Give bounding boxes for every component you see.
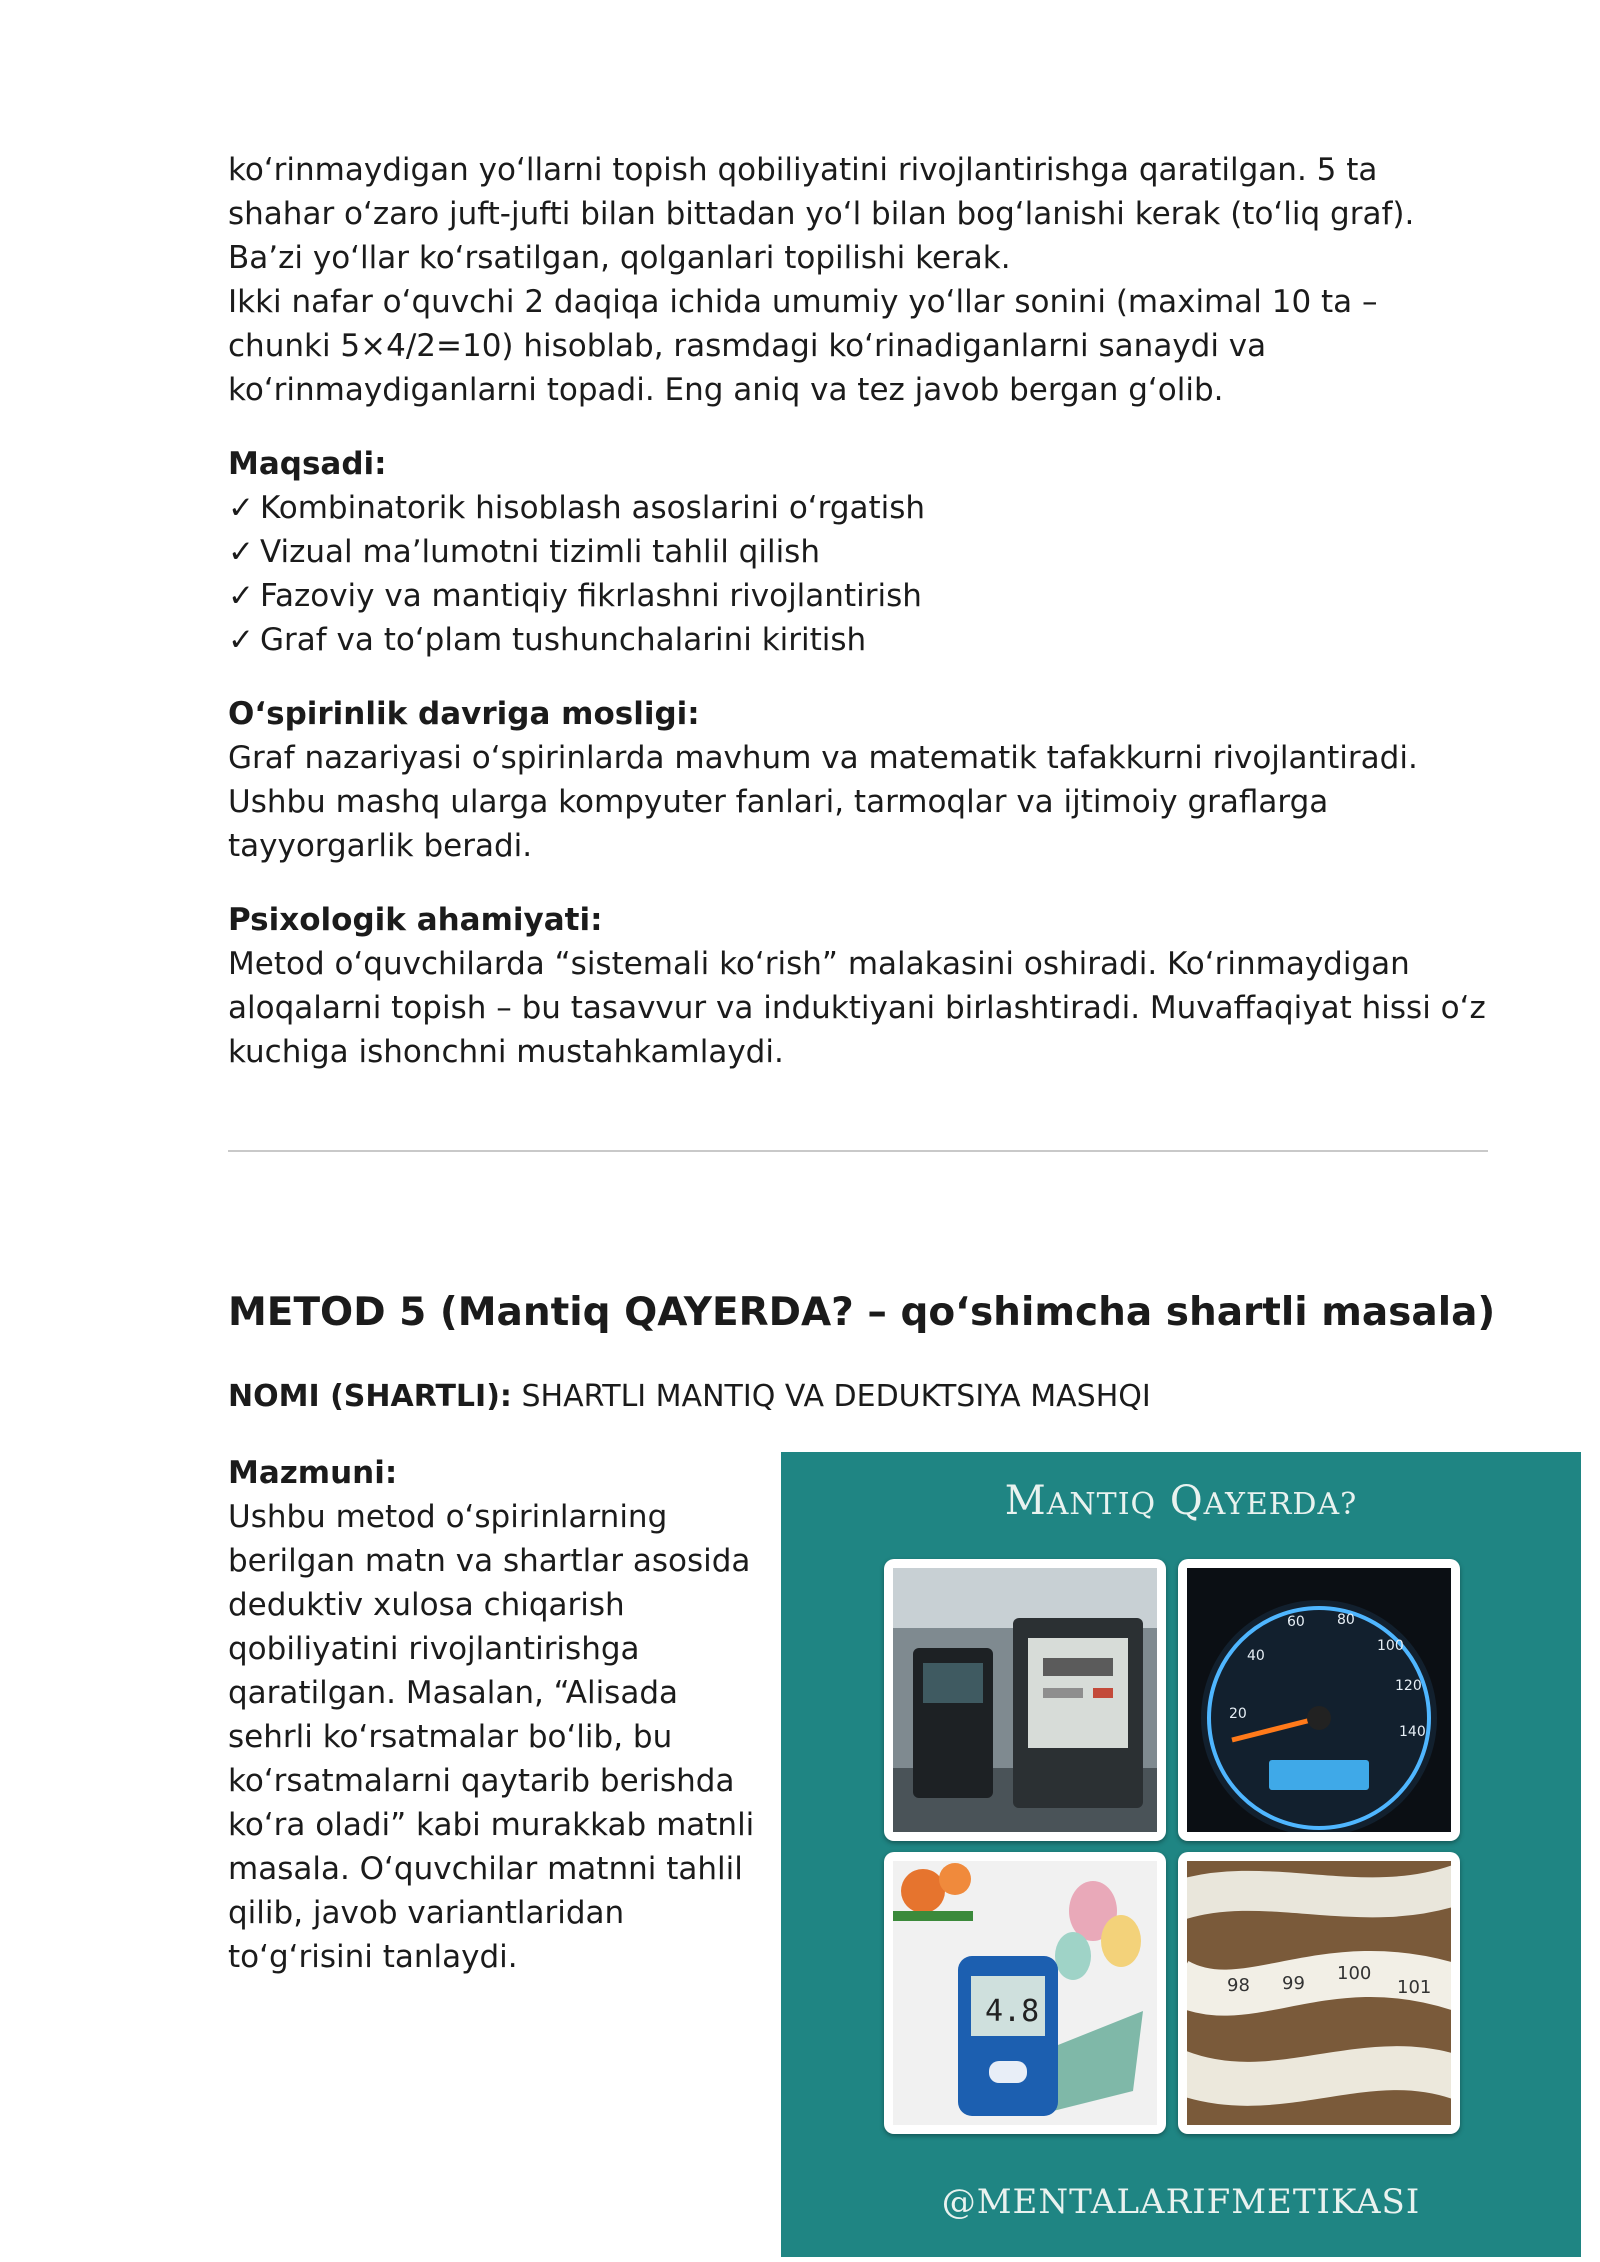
tape-number: 98: [1227, 1975, 1250, 1996]
speedometer-icon: [1187, 1568, 1451, 1832]
intro-paragraph-1: ko‘rinmaydigan yo‘llarni topish qobiliyatini rivojlantirishga qaratilgan. 5 ta shahar o‘zaro juft-jufti bilan bittadan yo‘l bilan bog‘lanishi kerak (to‘liq graf). Ba’zi yo‘llar ko‘rsatilgan, qolganlari topilishi kerak.: [228, 152, 1415, 276]
speed-tick-label: 40: [1247, 1648, 1265, 1664]
nomi-line: [228, 1375, 1151, 1419]
list-item-text: Vizual ma’lumotni tizimli tahlil qilish: [259, 534, 820, 570]
measuring-tape-icon: [1187, 1861, 1451, 2125]
list-item: [228, 486, 1488, 530]
poster-title-word: ANTIQ: [1046, 1487, 1157, 1522]
tape-number: 100: [1337, 1963, 1372, 1984]
electric-meters-photo: [884, 1559, 1166, 1841]
check-icon: ✓: [228, 622, 254, 658]
tape-number: 99: [1282, 1973, 1305, 1994]
poster-title: [781, 1478, 1581, 1524]
glucometer-photo: [884, 1852, 1166, 2134]
metod5-title: METOD 5 (Mantiq QAYERDA? – qo‘shimcha shartli masala): [228, 1290, 1496, 1335]
electric-meters-icon: [893, 1568, 1157, 1832]
intro-paragraph-2: Ikki nafar o‘quvchi 2 daqiqa ichida umumiy yo‘llar sonini (maximal 10 ta – chunki 5×4/2=10) hisoblab, rasmdagi ko‘rinadiganlarni sanaydi va ko‘rinmaydiganlarni topadi. Eng aniq va tez javob bergan g‘olib.: [228, 284, 1378, 408]
poster-title-word: AYERDA?: [1203, 1487, 1358, 1522]
glucometer-icon: [893, 1861, 1157, 2125]
section-divider: [228, 1150, 1488, 1152]
poster-footer: @MENTALARIFMETIKASI: [941, 2182, 1421, 2222]
list-item: [228, 618, 1488, 662]
list-item-text: Fazoviy va mantiqiy fikrlashni rivojlantirish: [259, 578, 922, 614]
poster-title-initial: M: [1004, 1478, 1047, 1524]
mantiq-qayerda-poster: [781, 1452, 1581, 2257]
measuring-tape-photo: [1178, 1852, 1460, 2134]
page-body: [228, 148, 1488, 1074]
speedometer-photo: [1178, 1559, 1460, 1841]
mazmuni-text: Ushbu metod o‘spirinlarning berilgan matn va shartlar asosida deduktiv xulosa chiqarish qobiliyatini rivojlantirishga qaratilgan. Masalan, “Alisada sehrli ko‘rsatmalar bo‘lib, bu ko‘rsatmalarni qaytarib berishda ko‘ra oladi” kabi murakkab matnli masala. O‘quvchilar matnni tahlil qilib, javob variantlaridan to‘g‘risini tanlaydi.: [228, 1499, 755, 1975]
nomi-label: NOMI (SHARTLI):: [228, 1379, 512, 1414]
psixologik-heading: Psixologik ahamiyati:: [228, 902, 603, 938]
tape-number: 101: [1397, 1977, 1432, 1998]
mazmuni-block: [228, 1451, 768, 1979]
speed-tick-label: 140: [1399, 1724, 1426, 1740]
list-item-text: Kombinatorik hisoblash asoslarini o‘rgatish: [259, 490, 926, 526]
check-icon: ✓: [228, 534, 254, 570]
psixologik-section: [228, 898, 1488, 1074]
list-item: [228, 530, 1488, 574]
speed-tick-label: 20: [1229, 1706, 1247, 1722]
ospirinlik-text: Graf nazariyasi o‘spirinlarda mavhum va matematik tafakkurni rivojlantiradi. Ushbu mashq ularga kompyuter fanlari, tarmoqlar va ijtimoiy graflarga tayyorgarlik beradi.: [228, 740, 1418, 864]
check-icon: ✓: [228, 490, 254, 526]
psixologik-text: Metod o‘quvchilarda “sistemali ko‘rish” malakasini oshiradi. Ko‘rinmaydigan aloqalarni topish – bu tasavvur va induktiyani birlashtiradi. Muvaffaqiyat hissi o‘z kuchiga ishonchni mustahkamlaydi.: [228, 946, 1486, 1070]
maqsadi-heading: Maqsadi:: [228, 446, 387, 482]
list-item: [228, 574, 1488, 618]
ospirinlik-section: [228, 692, 1488, 868]
speed-tick-label: 100: [1377, 1638, 1404, 1654]
check-icon: ✓: [228, 578, 254, 614]
ospirinlik-heading: O‘spirinlik davriga mosligi:: [228, 696, 700, 732]
poster-title-initial: Q: [1169, 1478, 1204, 1524]
maqsadi-section: [228, 442, 1488, 662]
glucometer-reading: 4.8: [985, 1994, 1040, 2029]
speed-tick-label: 80: [1337, 1612, 1355, 1628]
speed-tick-label: 120: [1395, 1678, 1422, 1694]
maqsadi-list: [228, 486, 1488, 662]
nomi-value: SHARTLI MANTIQ VA DEDUKTSIYA MASHQI: [521, 1379, 1151, 1414]
mazmuni-heading: Mazmuni:: [228, 1455, 398, 1491]
list-item-text: Graf va to‘plam tushunchalarini kiritish: [259, 622, 867, 658]
speed-tick-label: 60: [1287, 1614, 1305, 1630]
